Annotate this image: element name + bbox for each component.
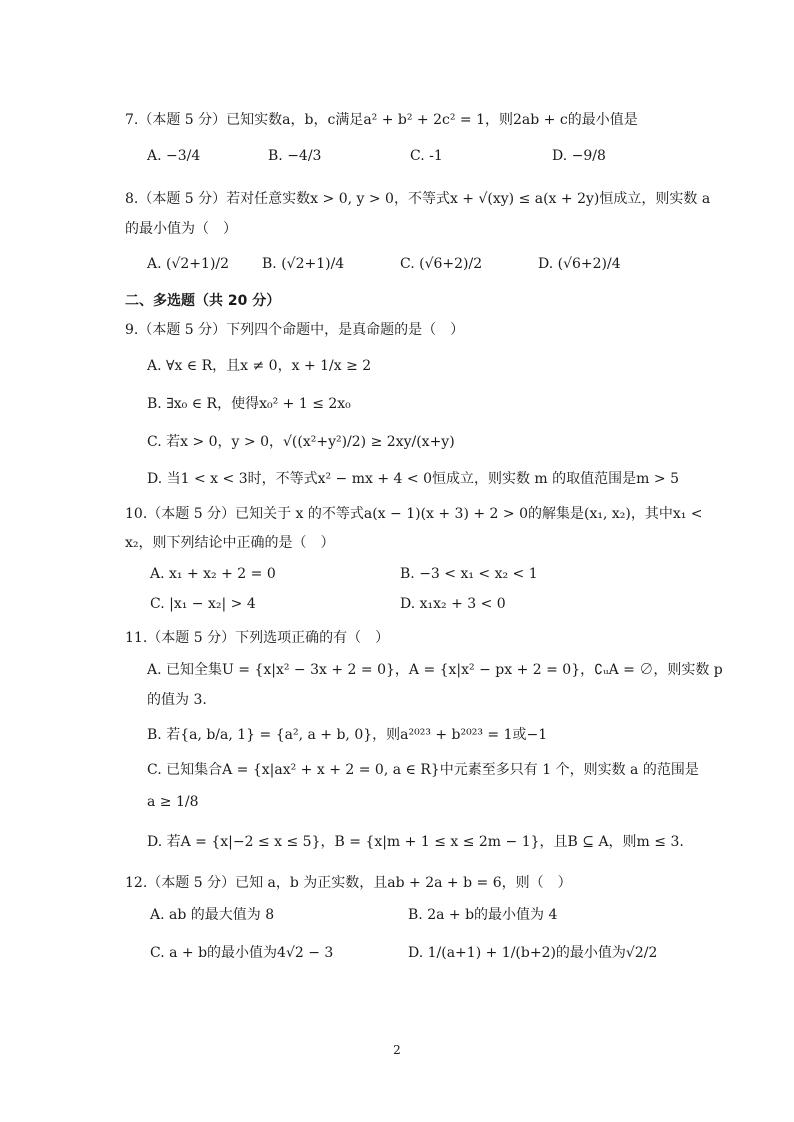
q12-option-a: A. ab 的最大值为 8 <box>150 907 275 923</box>
q9-option-a: A. ∀x ∈ R，且x ≠ 0，x + 1/x ≥ 2 <box>147 358 372 374</box>
q9-option-d: D. 当1 < x < 3时，不等式x² − mx + 4 < 0恒成立，则实数 m 的取值范围是m > 5 <box>147 471 679 487</box>
q11-option-c-line2: a ≥ 1/8 <box>147 794 199 810</box>
q7-stem: 7.（本题 5 分）已知实数a，b，c满足a² + b² + 2c² = 1，则2ab + c的最小值是 <box>125 112 638 128</box>
q12-option-c: C. a + b的最小值为4√2 − 3 <box>150 945 334 961</box>
q8-option-c: C. (√6+2)/2 <box>400 256 483 272</box>
q10-stem-line1: 10.（本题 5 分）已知关于 x 的不等式a(x − 1)(x + 3) + 2 > 0的解集是(x₁, x₂)，其中x₁ < <box>125 506 703 522</box>
q7-option-a: A. −3/4 <box>147 148 201 164</box>
q12-stem: 12.（本题 5 分）已知 a，b 为正实数，且ab + 2a + b = 6，则（ ） <box>125 875 572 891</box>
q8-option-a: A. (√2+1)/2 <box>147 256 230 272</box>
q11-option-a-line1: A. 已知全集U = {x|x² − 3x + 2 = 0}，A = {x|x² − px + 2 = 0}，∁ᵤA = ∅，则实数 p <box>147 662 723 678</box>
q9-option-c: C. 若x > 0，y > 0，√((x²+y²)/2) ≥ 2xy/(x+y) <box>147 434 455 450</box>
q10-option-b: B. −3 < x₁ < x₂ < 1 <box>400 566 538 582</box>
q11-stem: 11.（本题 5 分）下列选项正确的有（ ） <box>125 630 390 646</box>
q10-option-a: A. x₁ + x₂ + 2 = 0 <box>150 566 276 582</box>
q7-option-d: D. −9/8 <box>552 148 606 164</box>
q11-option-b: B. 若{a, b/a, 1} = {a², a + b, 0}，则a²⁰²³ + b²⁰²³ = 1或−1 <box>147 727 548 743</box>
q11-option-c-line1: C. 已知集合A = {x|ax² + x + 2 = 0, a ∈ R}中元素至多只有 1 个，则实数 a 的范围是 <box>147 762 699 778</box>
q8-option-b: B. (√2+1)/4 <box>262 256 345 272</box>
page-number: 2 <box>393 1043 401 1057</box>
q11-option-d: D. 若A = {x|−2 ≤ x ≤ 5}，B = {x|m + 1 ≤ x ≤ 2m − 1}，且B ⊆ A，则m ≤ 3. <box>147 834 684 850</box>
q7-option-c: C. -1 <box>410 148 443 164</box>
q11-option-a-line2: 的值为 3. <box>147 692 207 708</box>
q12-option-b: B. 2a + b的最小值为 4 <box>408 907 558 923</box>
section-heading: 二、多选题（共 20 分） <box>125 293 281 309</box>
q10-option-c: C. |x₁ − x₂| > 4 <box>150 596 256 612</box>
q10-option-d: D. x₁x₂ + 3 < 0 <box>400 596 506 612</box>
q9-stem: 9.（本题 5 分）下列四个命题中，是真命题的是（ ） <box>125 322 465 338</box>
q8-option-d: D. (√6+2)/4 <box>538 256 621 272</box>
q9-option-b: B. ∃x₀ ∈ R，使得x₀² + 1 ≤ 2x₀ <box>147 396 351 412</box>
q12-option-d: D. 1/(a+1) + 1/(b+2)的最小值为√2/2 <box>408 945 658 961</box>
q8-stem-line2: 的最小值为（ ） <box>125 221 237 237</box>
q10-stem-line2: x₂，则下列结论中正确的是（ ） <box>125 535 335 551</box>
q7-option-b: B. −4/3 <box>268 148 322 164</box>
q8-stem-line1: 8.（本题 5 分）若对任意实数x > 0, y > 0，不等式x + √(xy) ≤ a(x + 2y)恒成立，则实数 a <box>125 191 711 207</box>
